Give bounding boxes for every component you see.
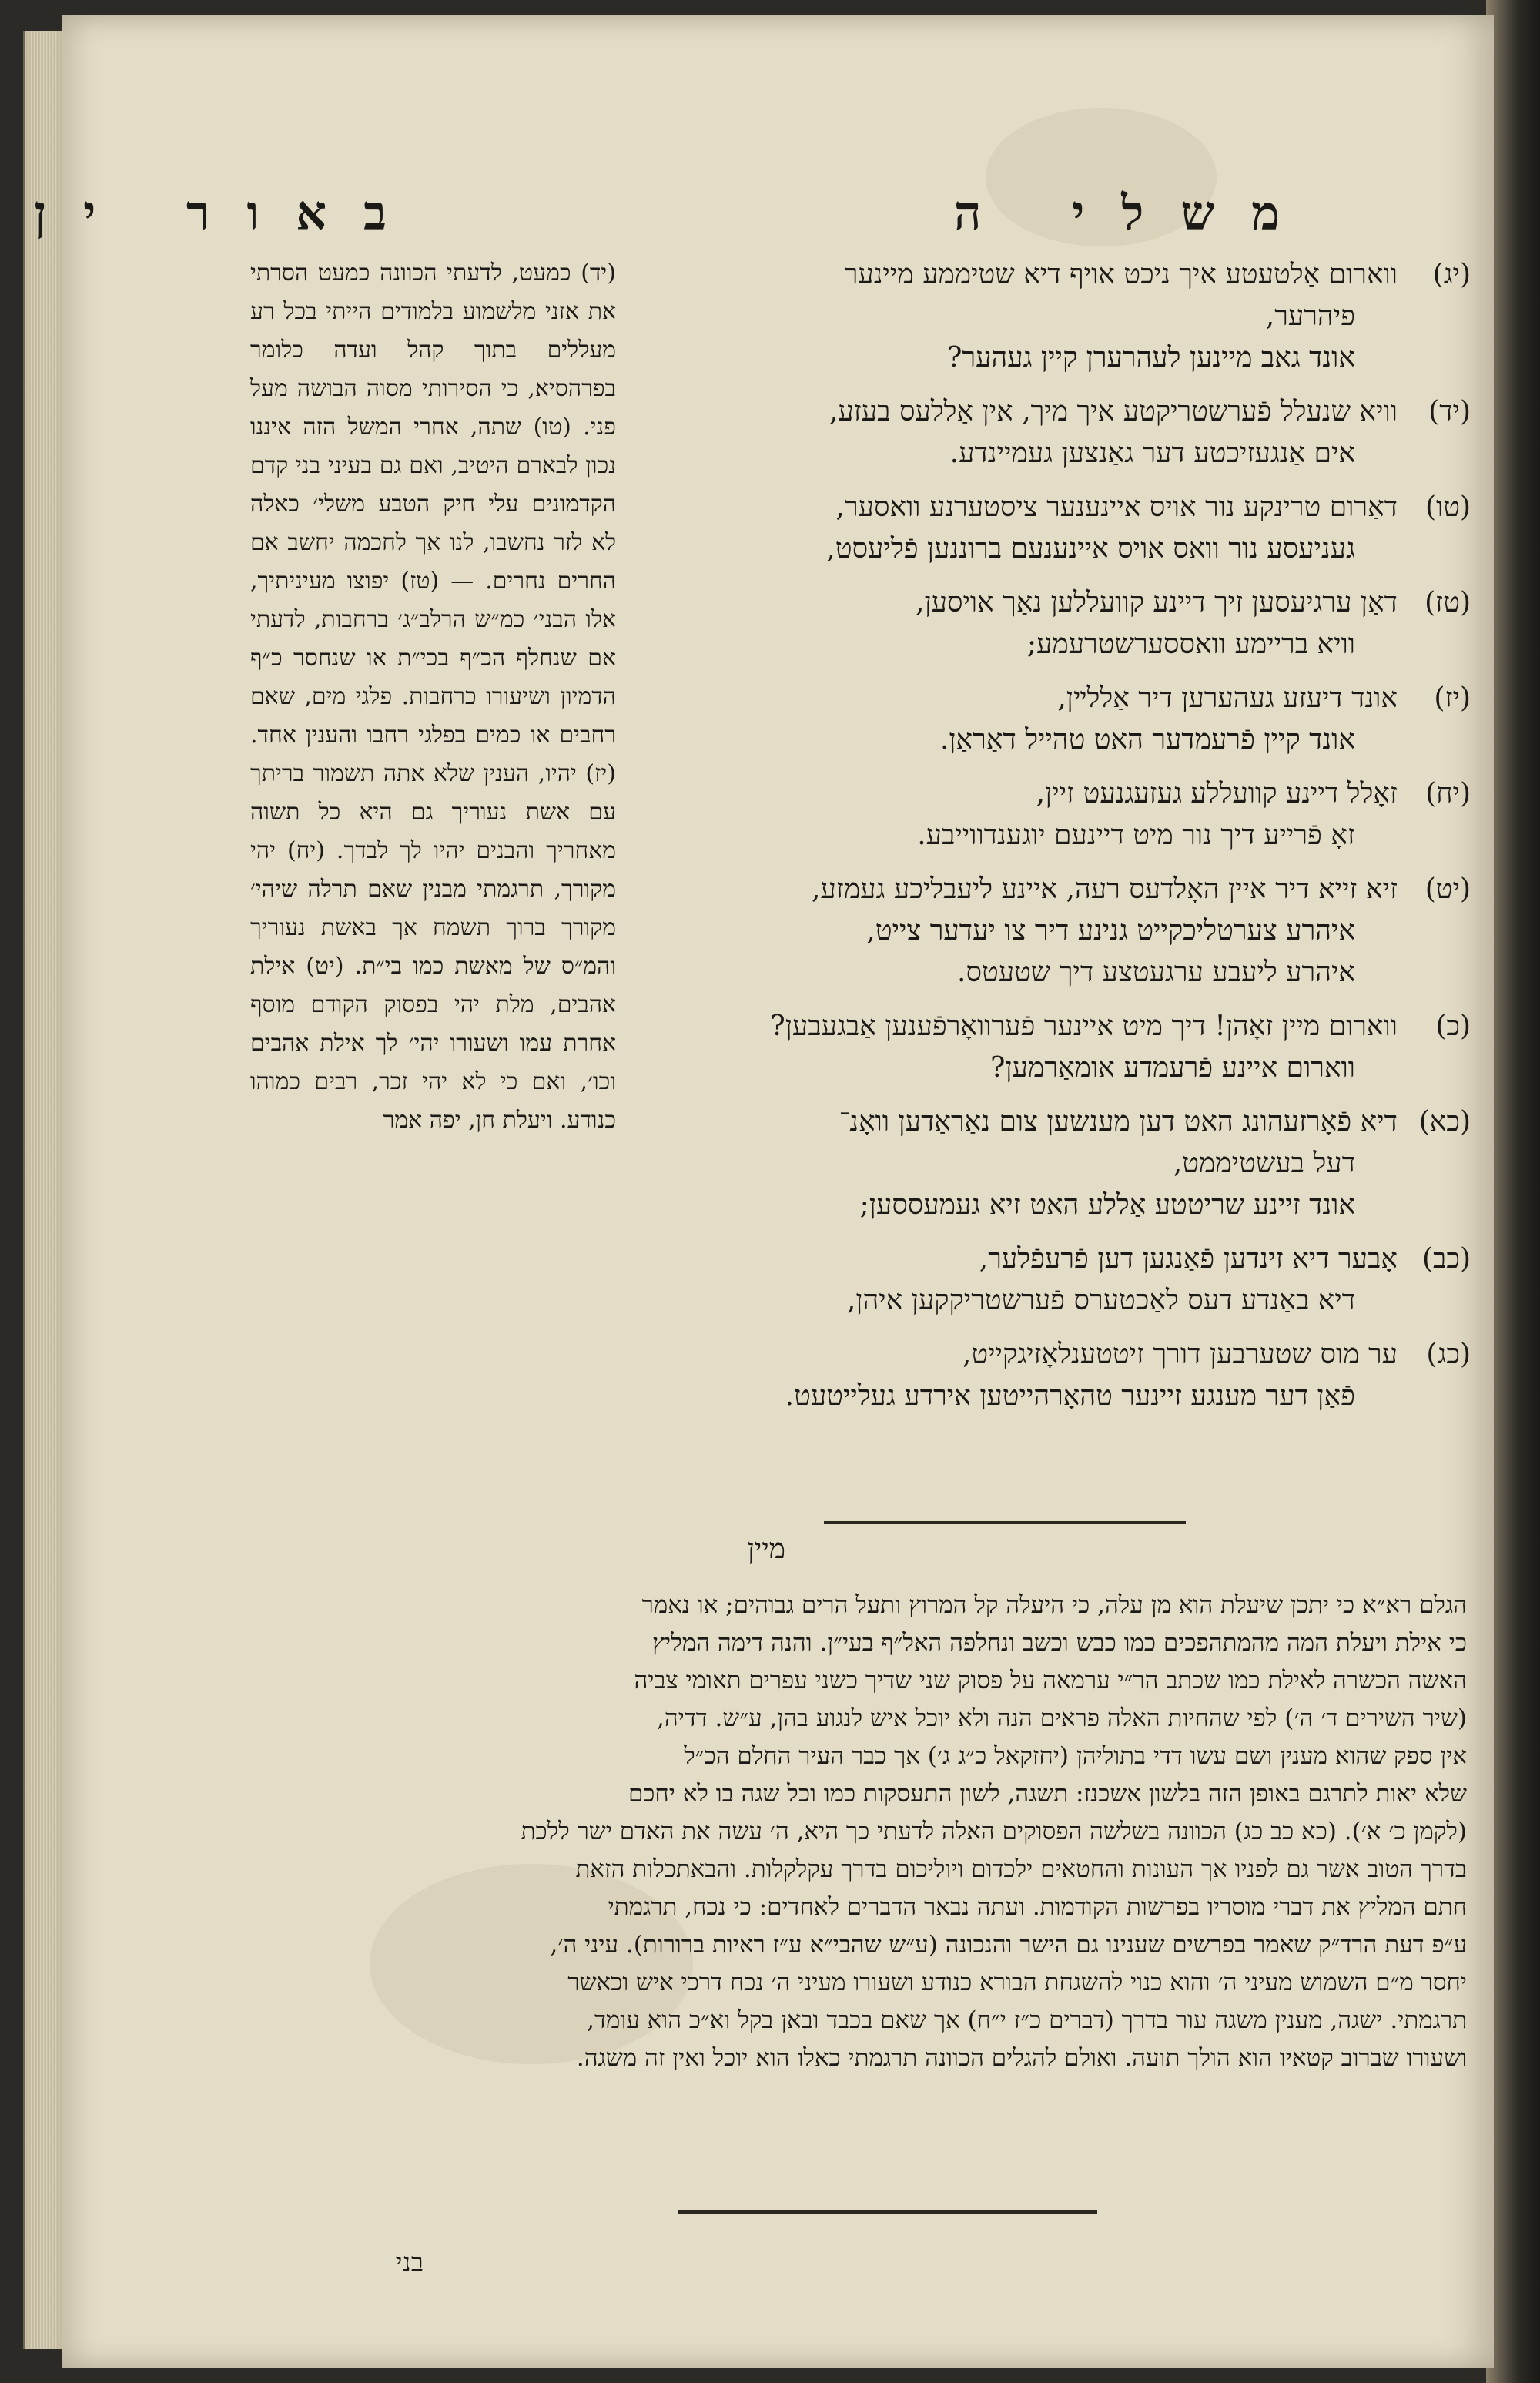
verse-number: (טז) [1424,587,1471,618]
footnote-line: ושעורו שברוב קטאיו הוא הולך תועה. ואולם להגלים הכוונה תרגמתי כאלו הוא יוכל ואין זה משגה. [576,2044,1467,2072]
footnote-line: (שיר השירים ד׳ ה׳) לפי שהחיות האלה פראים הנה ולא יוכל איש לנגוע בהן, ע״ש. דדיה, [657,1704,1467,1732]
verse-number: (יט) [1424,873,1471,905]
verse-column [701,254,1471,1429]
footnote-line: כי אילת ויעלת המה מהמתהפכים כמו כבש וכשב ונחלפה האל״ף בעי״ן. והנה דימה המליץ [652,1629,1467,1657]
verse-line: אונד זיינע שריטטע אַללע האט זיא געמעססען; [859,1189,1355,1221]
verse-line [701,869,1471,910]
footnote-line: אין ספק שהוא מענין ושם עשו דדי בתוליהן (יחזקאל כ״ג ג׳) אך כבר העיר החלם הכ״ל [684,1742,1467,1770]
verse-line: איהרע ליעבע ערגעטצע דיך שטעטס. [957,957,1355,988]
verse-line [701,582,1471,624]
verse [701,773,1471,856]
verse-line [701,254,1471,296]
footnote-line: הגלם רא״א כי יתכן שיעלת הוא מן עלה, כי היעלה קל המרוץ ותעל הרים גבוהים; או נאמר [641,1591,1467,1619]
verse-line: געניעסע נור וואס אויס איינענעם ברוננען פֿליעסט, [826,533,1355,565]
verse-line: פֿאַן דער מענגע זיינער טהאָרהייטען אירדע געלייטעט. [785,1380,1355,1412]
verse-line: זאָ פֿרייע דיך נור מיט דיינעם יוגענדווייבע. [917,819,1355,851]
verse-number: (טו) [1424,491,1471,523]
footnote-line: (לקמן כ׳ א׳). (כא כב כג) הכוונה בשלשה הפסוקים האלה לדעתי כך היא, ה׳ עשה את האדם ישר ללכת [521,1818,1467,1845]
verse-number: (כב) [1421,1243,1471,1275]
footnote-line: האשה הכשרה לאילת כמו שכתב הר״י ערמאה על פסוק שני שדיך כשני עפרים תאומי צביה [634,1667,1467,1694]
verse-line [701,1101,1471,1143]
verse-text: ער מוס שטערבען דורך זיטטענלאָזיגקייט, [962,1339,1398,1370]
verse-text: ווארום מיין זאָהן! דיך מיט איינער פֿערוואָרפֿענען אַבגעבען? [770,1011,1398,1042]
verse-line [701,1238,1471,1280]
verse-text: דאַרום טרינקע נור אויס איינענער ציסטערנע וואסער, [835,491,1398,523]
verse-line [701,391,1471,433]
verse-text: אונד דיעזע געהערען דיר אַללײן, [1057,682,1398,714]
footnote-line: שלא יאות לתרגם באופן הזה בלשון אשכנז: תשגה, לשון התעסקות כמו וכל שגה בו לא יחכם [628,1780,1467,1808]
verse-line [701,1006,1471,1047]
footnote-line: חתם המליץ את דברי מוסריו בפרשות הקודמות. ועתה נבאר הדברים לאחדים: כי נכח, תרגמתי [608,1893,1467,1921]
verse-line [701,1334,1471,1376]
book-spine [1486,0,1540,2383]
verse-line: ווארום איינע פֿרעמדע אומאַרמען? [990,1052,1355,1084]
footnote-line: יחסר מ״ם השמוש מעיני ה׳ והוא כנוי להשגחת הבורא כנודע ושעורו מעיני ה׳ נכח דרכי איש וכאשר [567,1969,1467,1996]
footnote-line: בדרך הטוב אשר גם לפניו אך העונות והחטאים ילכדום ויוליכום בדרך עקלקלות. והבאתכלות הזאת [575,1855,1467,1883]
verse-number: (כג) [1426,1339,1471,1370]
verse [701,1006,1471,1089]
verse-text: דיא פֿאָרזעהונג האט דען מענשען צום נאַראַדען וואָנ־ [839,1106,1398,1138]
verse [701,1334,1471,1417]
verse-line [701,487,1471,528]
verse [701,1101,1471,1226]
verse-text: דאַן ערגיעסען זיך דיינע קוועללען נאַך אויסען, [916,587,1398,618]
verse-line [701,773,1471,815]
verse-text: ווארום אַלטעטע איך ניכט אויף דיא שטיממע מיינער [844,259,1398,290]
verse-text: וויא שנעלל פֿערשטריקטע איך מיך, אין אַללעס בעזע, [829,396,1398,427]
verse-text: זאָלל דיינע קוועללע געזעגנעט זיין, [1036,778,1398,809]
verse-number: (יג) [1432,259,1471,290]
verse-line: איהרע צערטליכקייט גנינע דיר צו יעדער צייט, [866,915,1355,947]
catchword: בני [395,2247,424,2278]
commentary-column: (יד) כמעט, לדעתי הכוונה כמעט הסרתי את אזני מלשמוע בלמודים הייתי בכל רע מעללים בתוך קהל ועדה כלומר בפרהסיא, כי הסירותי מסוה הבושה מעל פני. (טו) שתה, אחרי המשל הזה איננו נכון לבארם היטיב, ואם גם בעיני בני קדם הקדמונים עלי חיק הטבע משלי׳ כאלה לא לזר נחשבו, לנו אך לחכמה יחשב אם החרים נחרים. — (טז) יפוצו מעיניתיך, אלו הבני׳ כמ״ש הרלב״ג׳ ברחבות, לדעתי אם שנחלף הכ״ף בכי״ת או שנחסר כ״ף הדמיון ושיעורו כרחבות. פלגי מים, שאם רחבים או כמים בפלגי רחבו והענין אחד. (יז) יהיו, הענין שלא אתה תשמור בריתך עם אשת נעוריך גם היא כל תשוה מאחריך והבנים יהיו לך לבדך. (יח) יהי מקורך, תרגמתי מבנין שאם תרלה שיהי׳ מקורך ברוך תשמח אך באשת נעוריך והמ״ס של מאשת כמו בי״ת. (יט) אילת אהבים, מלת יהי בפסוק הקודם מוסף אחרת עמו ושעורו יהי׳ לך אילת אהבים וכו׳, ואם כי לא יהי זכר, רבים כמוהו כנודע. ויעלת חן, יפה אמר [250,260,616,1134]
verse-number: (כא) [1418,1106,1471,1138]
verse-number: (יז) [1434,682,1471,714]
footnote-line: ע״פ דעת הרד״ק שאמר בפרשים שענינו גם הישר והנכונה (ע״ש שהבי״א ע״ז ראיות ברורות). עיני ה׳, [550,1931,1467,1959]
verse [701,582,1471,665]
verse-number: (כ) [1435,1011,1471,1042]
verse-line [701,678,1471,719]
verse-number: (יד) [1428,396,1471,427]
verse [701,869,1471,994]
divider-rule [824,1521,1186,1524]
verse-text: זיא זייא דיר איין האָלדעס רעה, איינע ליעבליכע געמזע, [811,873,1398,905]
verse [701,487,1471,570]
verse-line: אים אַנגעזיכטע דער גאַנצען געמיינדע. [949,437,1355,469]
verse-line: דעל בעשטיממט, [1173,1148,1355,1179]
verse [701,678,1471,761]
verse-number: (יח) [1425,778,1471,809]
running-title-main: משלי ה [953,185,1317,241]
footnote-line: תרגמתי. ישגה, מענין משגה עור בדרך (דברים כ״ז י״ח) אך שאם בכבד ובאן בקל וא״כ הוא עומד, [587,2006,1467,2034]
verse-text: אָבער דיא זינדען פֿאַנגען דען פֿרעפֿלער, [979,1243,1398,1275]
verse [701,1238,1471,1322]
verse [701,391,1471,474]
verse [701,254,1471,379]
verse-line: אונד קיין פֿרעמדער האט טהייל דאַראַן. [939,724,1355,756]
verse-line: פיהרער, [1265,300,1355,332]
verse-line: אונד גאב מיינען לעהרערן קיין געהער? [947,342,1355,374]
divider-rule [678,2210,1097,2214]
catchword: מיין [747,1533,785,1565]
verse-line: וויא בריימע וואססערשטרעמע; [1026,628,1355,660]
running-title-commentary: באור ין [34,185,424,241]
footnote-block [327,1587,1467,2077]
verse-line: דיא באַנדע דעס לאַכטערס פֿערשטריקקען איהן, [846,1285,1355,1316]
